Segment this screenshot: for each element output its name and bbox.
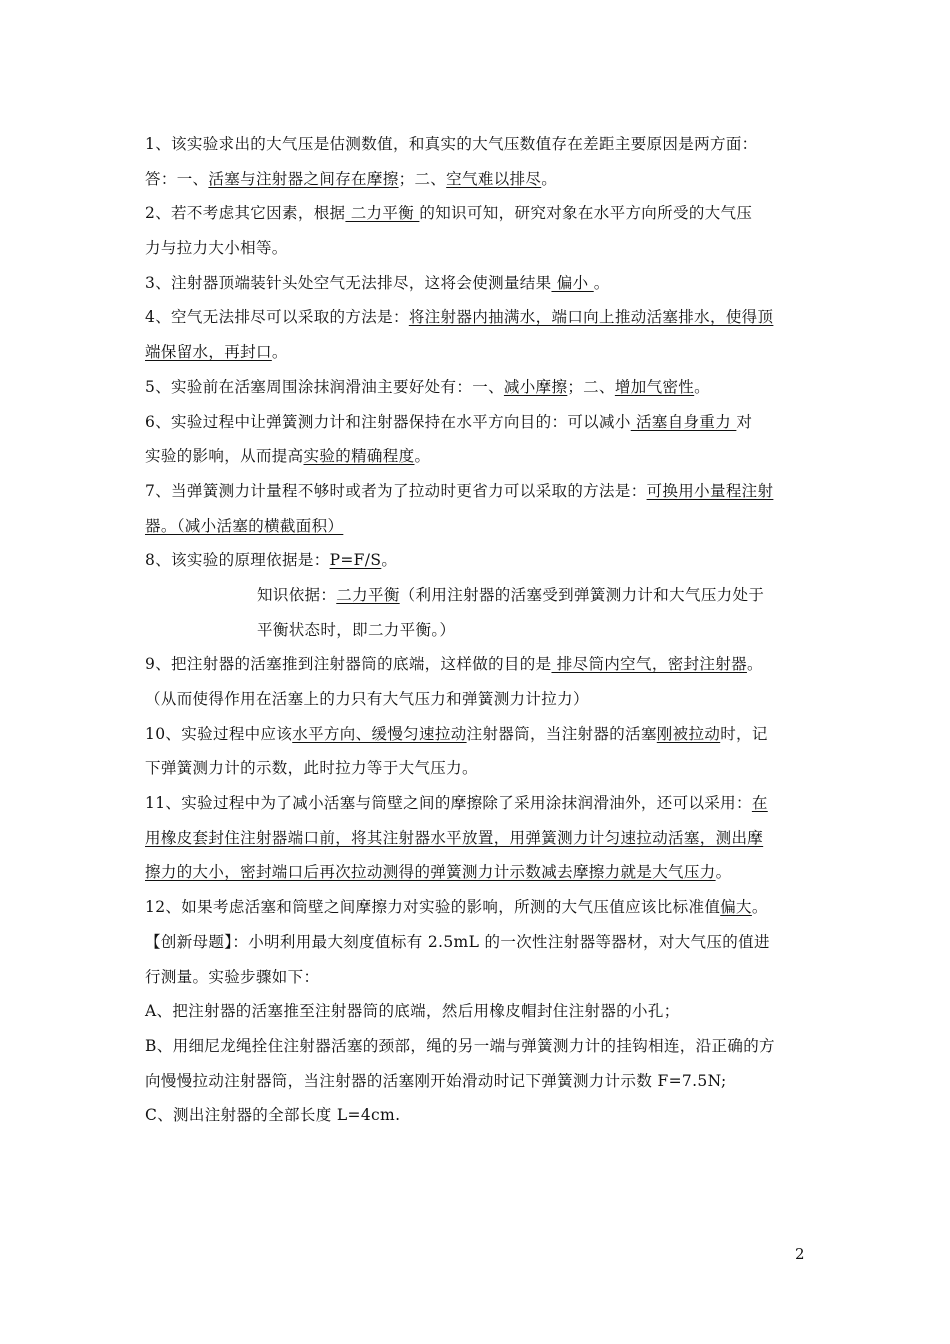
text-segment: 10、实验过程中应该 <box>145 724 293 743</box>
text-segment: 。 <box>414 447 431 466</box>
text-line <box>145 509 815 544</box>
text-segment: （利用注射器的活塞受到弹簧测力计和大气压力处于 <box>399 585 765 604</box>
document-body <box>145 127 815 1133</box>
text-segment: 6、实验过程中让弹簧测力计和注射器保持在水平方向目的：可以减小 <box>145 412 631 431</box>
text-segment: 7、当弹簧测力计量程不够时或者为了拉动时更省力可以采取的方法是： <box>145 481 647 500</box>
answer-text: 活塞自身重力 <box>630 412 737 431</box>
text-segment: 【创新母题】：小明利用最大刻度值标有 2.5mL 的一次性注射器等器材，对大气压的值进 <box>145 932 770 951</box>
text-line <box>145 543 815 578</box>
text-segment: 12、如果考虑活塞和筒壁之间摩擦力对实验的影响，所测的大气压值应该比标准值 <box>145 898 721 917</box>
answer-text: 减小摩擦 <box>503 377 568 396</box>
text-line <box>145 994 815 1029</box>
answer-text: 水平方向、缓慢匀速拉动 <box>292 724 467 743</box>
answer-text: 二力平衡 <box>336 585 400 604</box>
text-segment: 的知识可知，研究对象在水平方向所受的大气压 <box>419 204 753 223</box>
text-segment: 8、该实验的原理依据是： <box>145 551 330 570</box>
text-segment: 2、若不考虑其它因素，根据 <box>145 204 346 223</box>
text-segment: ；二、 <box>567 377 615 396</box>
text-line <box>145 855 815 890</box>
answer-text: 将注射器内抽满水，端口向上推动活塞排水，使得顶 <box>408 308 774 327</box>
text-line <box>145 405 815 440</box>
text-segment: 4、空气无法排尽可以采取的方法是： <box>145 308 409 327</box>
answer-text: P=F/S <box>329 551 382 570</box>
text-line <box>145 439 815 474</box>
text-segment: 11、实验过程中为了减小活塞与筒壁之间的摩擦除了采用涂抹润滑油外，还可以采用： <box>145 794 752 813</box>
text-segment: 。 <box>381 551 398 570</box>
answer-text: 擦力的大小，密封端口后再次拉动测得的弹簧测力计示数减去摩擦力就是大气压力 <box>145 863 716 882</box>
text-segment: 。 <box>271 343 288 362</box>
text-line <box>145 196 815 231</box>
text-segment: 力与拉力大小相等。 <box>145 239 288 258</box>
text-segment: 9、把注射器的活塞推到注射器筒的底端，这样做的目的是 <box>145 655 552 674</box>
text-segment: 。 <box>593 273 610 292</box>
text-line <box>145 890 815 925</box>
text-line <box>145 960 815 995</box>
text-segment: 时，记 <box>720 724 768 743</box>
answer-text: 可换用小量程注射 <box>646 481 774 500</box>
answer-text: 偏小 <box>551 273 594 292</box>
answer-text: 二力平衡 <box>345 204 420 223</box>
text-segment: （从而使得作用在活塞上的力只有大气压力和弹簧测力计拉力） <box>145 690 589 708</box>
text-line <box>145 647 815 682</box>
text-segment: 3、注射器顶端装针头处空气无法排尽，这将会使测量结果 <box>145 273 552 292</box>
text-segment: 向慢慢拉动注射器筒，当注射器的活塞刚开始滑动时记下弹簧测力计示数 F=7.5N; <box>145 1071 727 1090</box>
text-line <box>145 1064 815 1099</box>
text-segment: 知识依据： <box>257 585 337 604</box>
text-line <box>145 821 815 856</box>
answer-text: 用橡皮套封住注射器端口前，将其注射器水平放置，用弹簧测力计匀速拉动活塞，测出摩 <box>145 828 764 847</box>
text-line-indented <box>145 578 815 613</box>
text-segment: 注射器筒，当注射器的活塞 <box>466 724 657 743</box>
text-line <box>145 1029 815 1064</box>
answer-text: 空气难以排尽 <box>446 169 542 188</box>
text-line <box>145 300 815 335</box>
text-line <box>145 682 815 717</box>
text-segment: 。 <box>746 655 763 674</box>
text-line <box>145 1098 815 1133</box>
text-segment: C、测出注射器的全部长度 L=4cm. <box>145 1106 401 1125</box>
text-line <box>145 266 815 301</box>
text-line <box>145 474 815 509</box>
answer-text: 在 <box>751 794 768 813</box>
text-line <box>145 751 815 786</box>
text-line <box>145 717 815 752</box>
answer-text: 端保留水，再封口 <box>145 343 272 362</box>
answer-text: 刚被拉动 <box>656 724 721 743</box>
answer-text: 排尽筒内空气，密封注射器 <box>551 655 747 674</box>
text-line <box>145 335 815 370</box>
text-segment: A、把注射器的活塞推至注射器筒的底端，然后用橡皮帽封住注射器的小孔； <box>145 1002 680 1021</box>
text-segment: ；二、 <box>398 169 447 188</box>
text-line <box>145 162 815 197</box>
text-segment: 。 <box>751 898 768 917</box>
answer-text: 增加气密性 <box>614 377 695 396</box>
text-segment: 平衡状态时，即二力平衡。） <box>257 620 456 639</box>
text-segment: 。 <box>715 863 732 882</box>
text-segment: 行测量。实验步骤如下： <box>145 967 320 986</box>
text-line <box>145 370 815 405</box>
text-segment: 对 <box>736 412 753 431</box>
page-number: 2 <box>795 1245 805 1263</box>
text-segment: B、用细尼龙绳拴住注射器活塞的颈部，绳的另一端与弹簧测力计的挂钩相连，沿正确的方 <box>145 1036 775 1055</box>
text-line <box>145 786 815 821</box>
text-segment: 1、该实验求出的大气压是估测数值，和真实的大气压数值存在差距主要原因是两方面： <box>145 135 758 153</box>
answer-text: 器。（减小活塞的横截面积） <box>145 516 344 535</box>
answer-text: 偏大 <box>720 898 752 917</box>
answer-text: 实验的精确程度 <box>303 447 415 466</box>
text-segment: 。 <box>541 169 558 188</box>
text-segment: 下弹簧测力计的示数，此时拉力等于大气压力。 <box>145 759 478 778</box>
text-line <box>145 231 815 266</box>
text-line-indented <box>145 613 815 648</box>
answer-text: 活塞与注射器之间存在摩擦 <box>208 169 399 188</box>
text-segment: 实验的影响，从而提高 <box>145 447 304 466</box>
text-line <box>145 925 815 960</box>
text-line <box>145 127 815 162</box>
text-segment: 。 <box>694 377 711 396</box>
text-segment: 5、实验前在活塞周围涂抹润滑油主要好处有：一、 <box>145 377 504 396</box>
text-segment: 答：一、 <box>145 169 209 188</box>
